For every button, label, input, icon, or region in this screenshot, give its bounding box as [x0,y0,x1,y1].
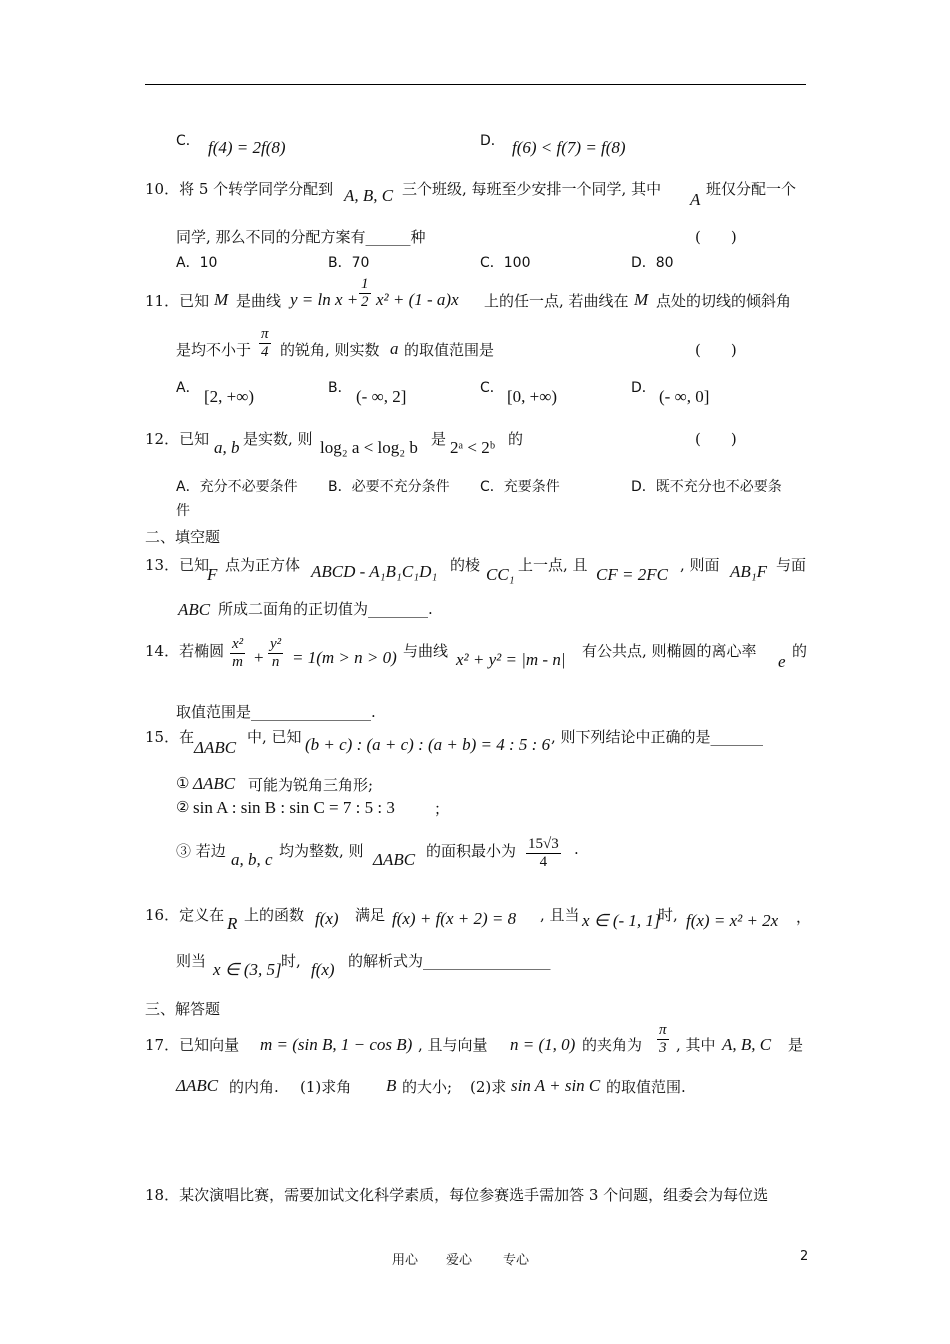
q15-item3-text-1: ③ 若边 [176,842,226,860]
q15-item2-text: ； [434,800,450,818]
q13-math-2: ABCD - A₁B₁C₁D₁ [311,562,438,581]
q15-text-2: 中, 已知 [247,728,302,746]
footer-slogan-1: 用心 [392,1253,419,1268]
q16-text-5: 时, [658,906,678,924]
q16-line2-c: 的解析式为_________________ [348,952,551,970]
q11-eq-left: y = ln x + [290,290,359,309]
q11-option-c-label: C． [480,380,504,396]
q17-text-2: , 且与向量 [418,1036,488,1054]
q10-math-1: A, B, C [344,186,394,205]
q10-option-d: D．80 [631,255,674,271]
q10-option-b: B．70 [328,255,370,271]
q11-option-a-label: A． [176,380,200,396]
q13-text-3: 的棱 [450,556,481,574]
q10-option-c: C．100 [480,255,531,271]
q14-fraction-x [230,636,245,672]
q11-line2-a: 是均不小于 [176,341,252,359]
q10-math-2: A [690,190,701,209]
q17-line2-d: (2)求 [470,1078,507,1096]
q9-option-c-math: f(4) = 2f(8) [208,138,286,157]
q13-line-2: 所成二面角的正切值为________. [218,600,433,618]
q11-option-d-math: (- ∞, 0] [659,387,710,406]
q13-text-2: 点为正方体 [225,556,301,574]
q17-frac-den: 3 [659,1040,667,1057]
q16-text-6: ， [796,908,812,926]
q17-math-abc: A, B, C [722,1035,772,1054]
q15-text-1: 15．在 [145,728,195,746]
q13-text-1: 13．已知 [145,556,210,574]
q14-line-2: 取值范围是________________. [176,703,376,721]
q11-eq-right: x² + (1 - a)x [376,290,459,309]
q12-option-b: B．必要不充分条件 [328,479,450,495]
q12-option-d-wrap: 件 [176,503,190,519]
q17-text-5: 是 [788,1036,804,1054]
q11-text-3: 上的任一点, 若曲线在 [484,292,629,310]
page-number: 2 [800,1249,809,1264]
q14-text-3: 有公共点, 则椭圆的离心率 [582,642,757,660]
q15-item1-text: 可能为锐角三角形; [248,776,374,794]
q16-line2-math-1: x ∈ (3, 5] [213,960,282,979]
q13-text-4: 上一点, 且 [518,556,588,574]
q12-option-d: D．既不充分也不必要条 [631,479,782,495]
q16-text-3: 满足 [355,906,386,924]
footer-slogan-2: 爱心 [446,1253,473,1268]
q16-math-r: R [227,914,238,933]
q15-math-1: ΔABC [194,738,237,757]
q16-math-eq: f(x) + f(x + 2) = 8 [392,909,517,928]
q17-line2-c: 的大小; [402,1078,453,1096]
q13-math-4: CF = 2FC [596,565,668,584]
section-fill-in-heading: 二、填空题 [145,528,221,546]
q15-item3-frac-num: 15√3 [526,836,561,854]
q17-math-n: n = (1, 0) [510,1035,576,1054]
q11-frac-numerator: 1 [359,276,371,294]
q9-option-c-label: C． [176,133,200,149]
q16-math-def: f(x) = x² + 2x [686,911,779,930]
q11-text-4: 点处的切线的倾斜角 [656,292,792,310]
q16-text-4: , 且当 [540,906,580,924]
q11-text-2: 是曲线 [236,292,282,310]
q12-text-2: 是实数, 则 [243,430,313,448]
q16-math-fx: f(x) [315,909,339,928]
q14-fraction-y [268,636,283,672]
q14-plus: + [254,648,264,667]
q13-math-5: AB₁F [730,562,768,581]
q9-option-d-math: f(6) < f(7) = f(8) [512,138,626,157]
q11-fraction [359,276,371,312]
q11-frac-denominator: 2 [361,294,369,311]
q14-frac-y-den: n [271,654,280,671]
q14-frac-y-num: y² [268,636,283,654]
q14-frac-x-num: x² [230,636,245,654]
q12-text-1: 12．已知 [145,430,210,448]
q11-option-b-label: B． [328,380,352,396]
header-rule [145,84,806,85]
q14-text-2: 与曲线 [403,642,449,660]
q17-text-3: 的夹角为 [582,1036,643,1054]
q10-text-2: 三个班级, 每班至少安排一个同学, 其中 [402,180,662,198]
q12-option-a: A．充分不必要条件 [176,479,298,495]
q15-item2-marker: ② [176,798,190,816]
q17-text-1: 17．已知向量 [145,1036,240,1054]
q11-math-a: a [390,339,399,358]
q14-math-e: e [778,652,786,671]
q15-item3-math-1: a, b, c [231,850,273,869]
q17-line2-a: 的内角. [229,1078,279,1096]
q11-option-a-math: [2, +∞) [204,387,255,406]
q14-text-4: 的 [792,642,808,660]
q15-item3-math-2: ΔABC [373,850,416,869]
q17-line2-math-2: B [386,1076,397,1095]
q15-item3-frac-den: 4 [539,854,548,871]
q14-frac-x-den: m [232,654,243,671]
q15-item1-marker: ① [176,774,190,792]
q17-line2-e: 的取值范围. [606,1078,686,1096]
q10-option-a: A．10 [176,255,218,271]
q11-line2-c: 的取值范围是 [404,341,495,359]
q12-math-2: log₂ a < log₂ b [320,438,418,457]
q14-text-1: 14．若椭圆 [145,642,225,660]
q17-line2-math-3: sin A + sin C [511,1076,601,1095]
q15-math-2: (b + c) : (a + c) : (a + b) = 4 : 5 : 6 [305,735,551,754]
q17-line2-math-1: ΔABC [176,1076,219,1095]
q12-math-3: 2ᵃ < 2ᵇ [450,438,495,457]
q18-text: 18．某次演唱比赛，需要加试文化科学素质，每位参赛选手需加答 3 个问题，组委会为每位选 [145,1186,769,1204]
footer-slogan-3: 专心 [503,1253,530,1268]
section-answer-heading: 三、解答题 [145,1000,221,1018]
q15-text-3: , 则下列结论中正确的是_______ [551,728,764,746]
q15-item3-fraction [526,836,561,872]
q13-text-5: , 则面 [680,556,720,574]
q11-fraction-2 [259,326,271,362]
q15-item1-math: ΔABC [193,774,236,793]
q15-item3-period: . [574,840,579,858]
q12-text-3: 是 [431,430,447,448]
q12-answer-paren: ( ) [695,430,737,448]
q10-text-3: 班仅分配一个 [706,180,797,198]
q14-math-curve: x² + y² = |m - n| [456,650,566,669]
q10-answer-paren: ( ) [695,228,737,246]
q15-item2-math: sin A : sin B : sin C = 7 : 5 : 3 [193,798,395,817]
q11-text-1: 11．已知 [145,292,210,310]
q15-item3-text-2: 均为整数, 则 [279,842,364,860]
q11-answer-paren: ( ) [695,341,737,359]
q17-frac-num: π [657,1022,669,1040]
q14-condition: = 1(m > n > 0) [292,648,397,667]
q9-option-d-label: D． [480,133,505,149]
q16-math-interval: x ∈ (- 1, 1] [582,911,661,930]
q10-text-1: 10．将 5 个转学同学分配到 [145,180,334,198]
q10-line-2: 同学, 那么不同的分配方案有______种 [176,228,426,246]
q16-line2-b: 时, [281,952,301,970]
q11-frac2-denominator: 4 [261,344,269,361]
q12-math-1: a, b [214,438,240,457]
q17-line2-b: (1)求角 [300,1078,352,1096]
q11-option-d-label: D． [631,380,656,396]
q11-line2-b: 的锐角, 则实数 [280,341,380,359]
q17-fraction [657,1022,669,1058]
q13-text-6: 与面 [776,556,807,574]
q11-frac2-numerator: π [259,326,271,344]
q13-math-6: ABC [178,600,211,619]
q16-text-2: 上的函数 [244,906,305,924]
q12-option-c: C．充要条件 [480,479,560,495]
q11-math-m2: M [634,290,649,309]
q15-item3-text-3: 的面积最小为 [426,842,517,860]
q17-math-m: m = (sin B, 1 − cos B) [260,1035,413,1054]
q16-text-1: 16．定义在 [145,906,225,924]
q11-option-c-math: [0, +∞) [507,387,558,406]
q13-math-3: CC₁ [486,565,515,584]
q11-math-m: M [214,290,229,309]
q17-text-4: , 其中 [676,1036,716,1054]
q13-math-1: F [207,565,218,584]
q12-text-4: 的 [508,430,524,448]
q11-option-b-math: (- ∞, 2] [356,387,407,406]
q16-line2-a: 则当 [176,952,207,970]
q16-line2-math-2: f(x) [311,960,335,979]
